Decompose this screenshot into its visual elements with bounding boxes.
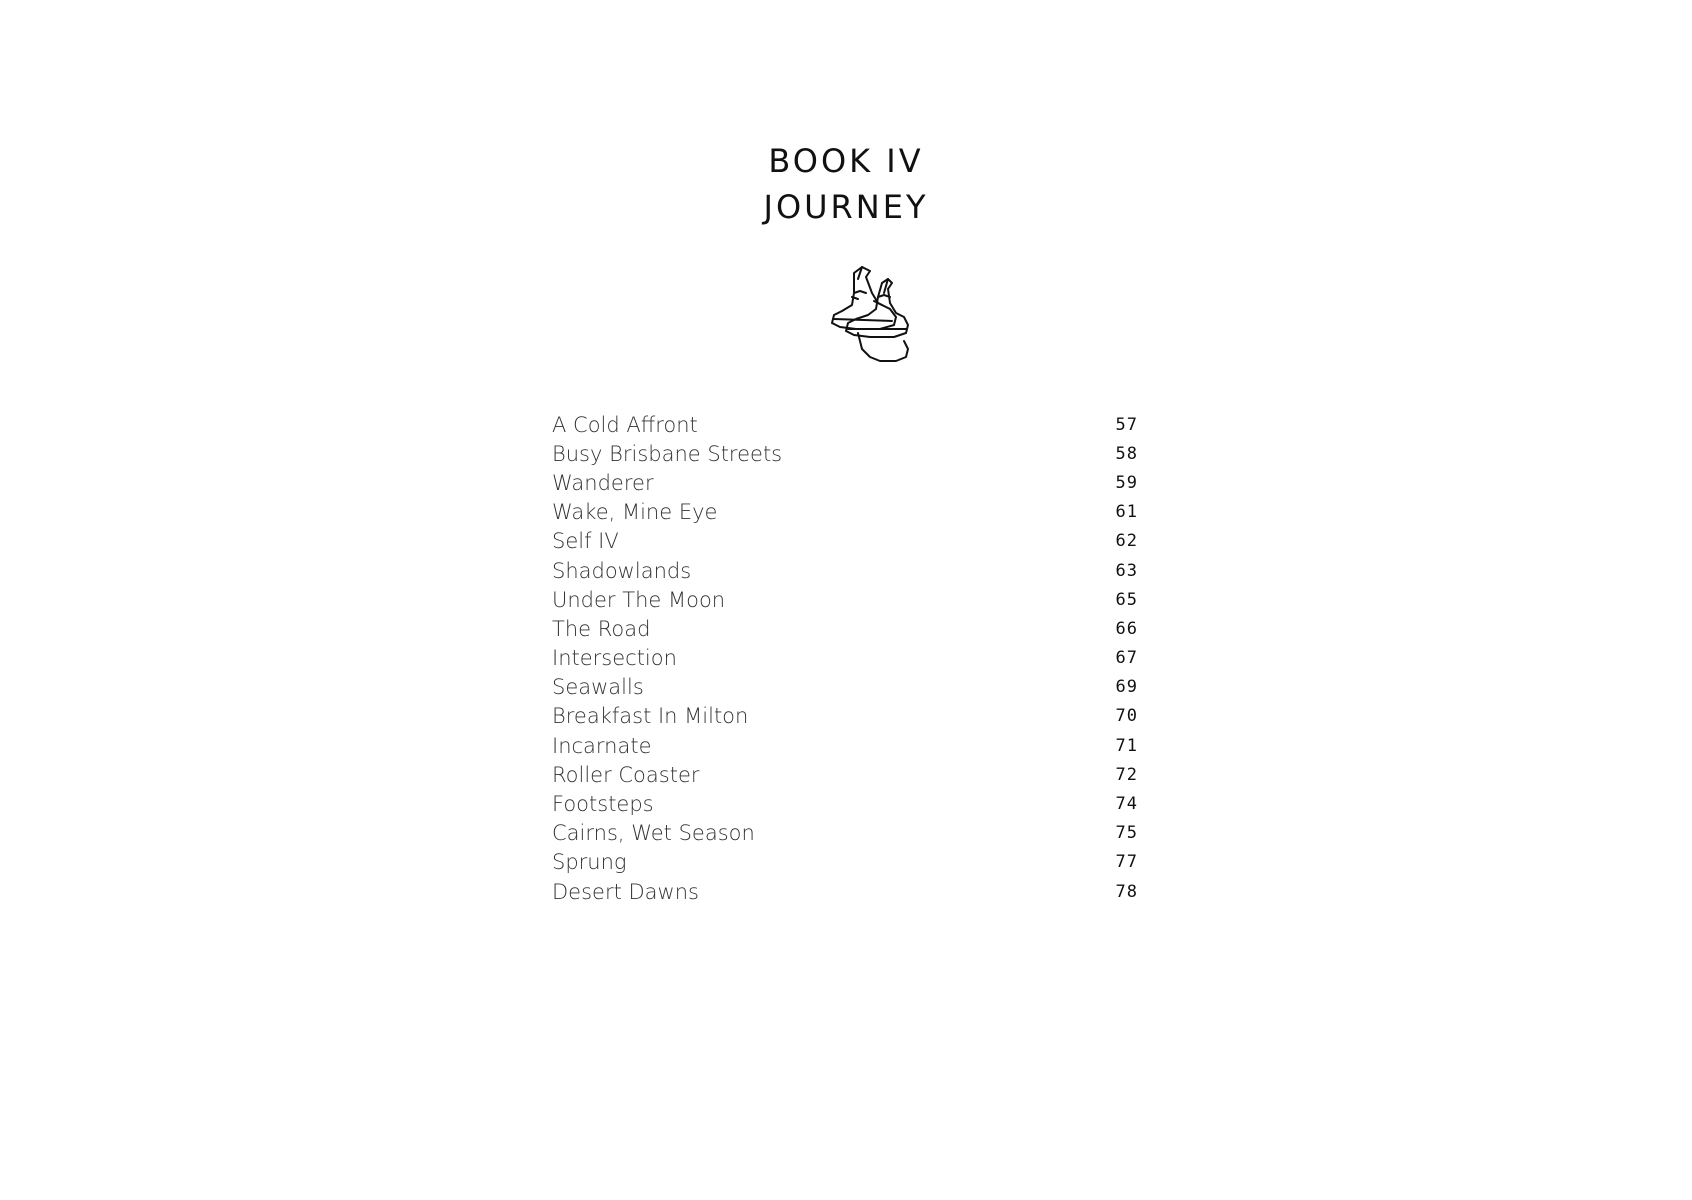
toc-title: A Cold Affront — [552, 412, 698, 437]
toc-entry — [552, 585, 1138, 614]
toc-entry — [552, 439, 1138, 468]
toc-entry — [552, 468, 1138, 497]
toc-entry — [552, 527, 1138, 556]
toc-page-number: 57 — [1115, 414, 1138, 435]
book-number: BOOK IV — [768, 142, 924, 180]
toc-entry — [552, 877, 1138, 906]
toc-page-number: 67 — [1115, 648, 1138, 669]
toc-title: Cairns, Wet Season — [552, 821, 755, 846]
boots-icon — [796, 253, 926, 383]
toc-page-number: 72 — [1115, 764, 1138, 785]
toc-title: Wake, Mine Eye — [552, 500, 718, 525]
toc-title: Under The Moon — [552, 587, 726, 612]
toc-entry — [552, 498, 1138, 527]
toc-title: Incarnate — [552, 733, 652, 758]
toc-title: Self IV — [552, 529, 619, 554]
toc-title: Sprung — [552, 850, 627, 875]
book-title: JOURNEY — [763, 188, 929, 226]
toc-entry — [552, 644, 1138, 673]
section-heading — [0, 138, 1692, 230]
toc-title: Wanderer — [552, 470, 654, 495]
toc-page-number: 62 — [1115, 531, 1138, 552]
toc-page-number: 69 — [1115, 677, 1138, 698]
toc-entry — [552, 789, 1138, 818]
toc-entry — [552, 702, 1138, 731]
toc-page-number: 71 — [1115, 735, 1138, 756]
toc-entry — [552, 614, 1138, 643]
toc-title: The Road — [552, 616, 651, 641]
toc-title: Footsteps — [552, 792, 654, 817]
toc-title: Shadowlands — [552, 558, 692, 583]
toc-entry — [552, 848, 1138, 877]
toc-title: Busy Brisbane Streets — [552, 441, 783, 466]
toc-page-number: 63 — [1115, 560, 1138, 581]
toc-entry — [552, 410, 1138, 439]
table-of-contents — [552, 410, 1138, 906]
toc-page-number: 74 — [1115, 794, 1138, 815]
toc-title: Desert Dawns — [552, 879, 699, 904]
toc-entry — [552, 556, 1138, 585]
toc-entry — [552, 819, 1138, 848]
toc-title: Breakfast In Milton — [552, 704, 749, 729]
toc-entry — [552, 760, 1138, 789]
toc-entry — [552, 731, 1138, 760]
toc-page-number: 61 — [1115, 502, 1138, 523]
toc-page-number: 77 — [1115, 852, 1138, 873]
toc-page-number: 78 — [1115, 881, 1138, 902]
toc-page-number: 58 — [1115, 443, 1138, 464]
toc-entry — [552, 673, 1138, 702]
toc-title: Seawalls — [552, 675, 644, 700]
toc-title: Roller Coaster — [552, 762, 700, 787]
toc-page-number: 70 — [1115, 706, 1138, 727]
toc-page-number: 65 — [1115, 589, 1138, 610]
toc-page-number: 66 — [1115, 618, 1138, 639]
toc-title: Intersection — [552, 646, 677, 671]
toc-page-number: 59 — [1115, 472, 1138, 493]
toc-page-number: 75 — [1115, 823, 1138, 844]
